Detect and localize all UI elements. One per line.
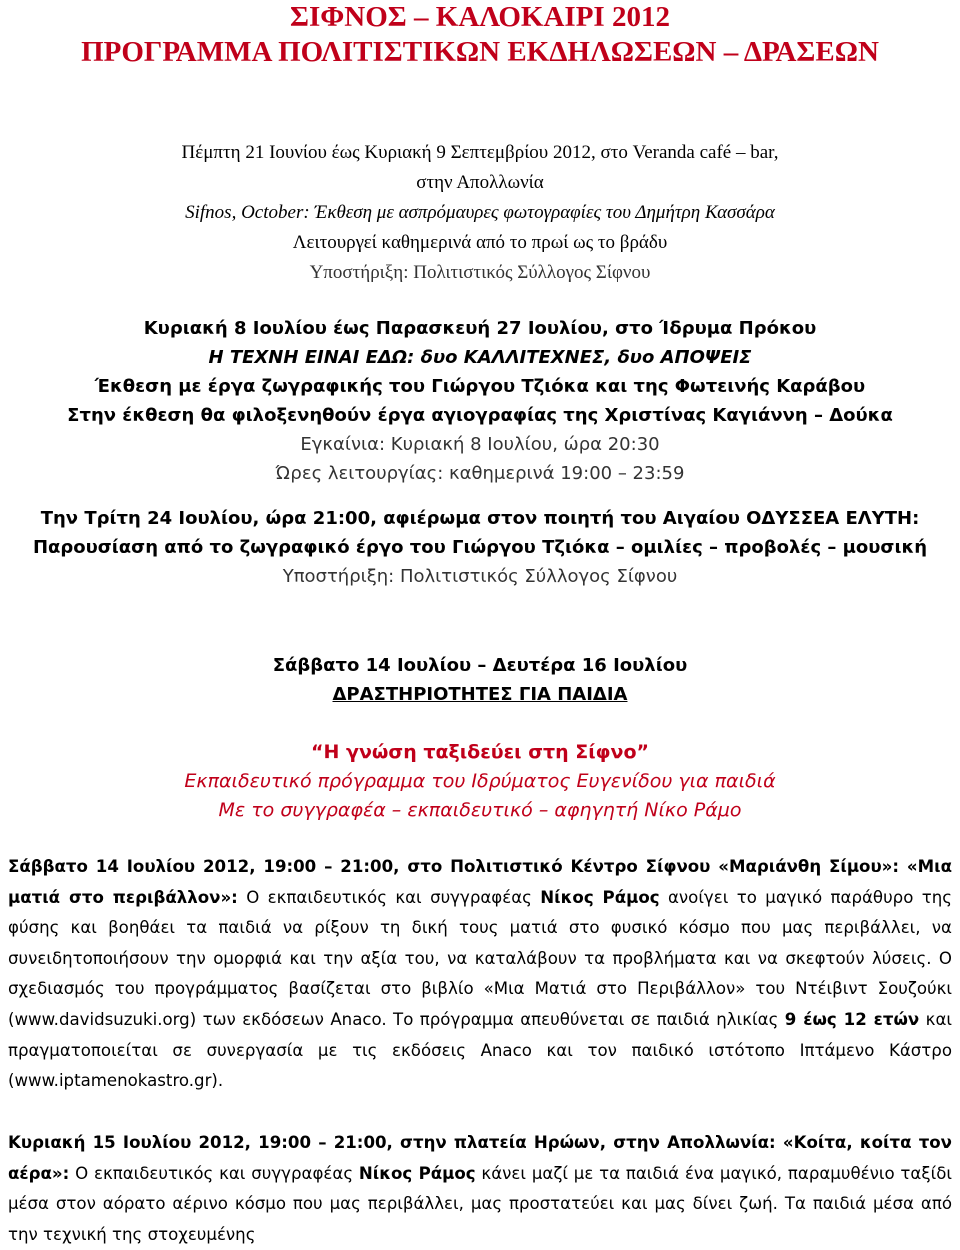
event-hours: Λειτουργεί καθημερινά από το πρωί ως το βράδυ: [292, 232, 668, 253]
age-range: 9 έως 12 ετών: [784, 1009, 920, 1029]
author-name: Νίκος Ράμος: [540, 887, 660, 907]
event-opening: Εγκαίνια: Κυριακή 8 Ιουλίου, ώρα 20:30: [300, 434, 660, 455]
event-place: στην Απολλωνία: [416, 172, 544, 193]
program-author: Με το συγγραφέα – εκπαιδευτικό – αφηγητή Νίκο Ράμο: [218, 799, 742, 821]
paragraph-intro: Κυριακή 15 Ιουλίου 2012, 19:00 – 21:00, στην πλατεία Ηρώων, στην Απολλωνία: «Κοίτα, κοίτα τον αέρα»:: [8, 1133, 952, 1183]
title-line-2: ΠΡΟΓΡΑΜΜΑ ΠΟΛΙΤΙΣΤΙΚΩΝ ΕΚΔΗΛΩΣΕΩΝ – ΔΡΑΣΕΩΝ: [81, 36, 879, 68]
kids-header: [0, 651, 960, 709]
paragraph-intro: Σάββατο 14 Ιουλίου 2012, 19:00 – 21:00, στο Πολιτιστικό Κέντρο Σίφνου «Μαριάνθη Σίμου»: «Μια ματιά στο περιβάλλον»:: [8, 857, 952, 907]
event-exhibit: Έκθεση με έργα ζωγραφικής του Γιώργου Τζιόκα και της Φωτεινής Καράβου: [94, 376, 866, 397]
paragraph-text: ανοίγει το μαγικό παράθυρο της φύσης και βοηθάει τα παιδιά να ρίξουν τη δική τους ματιά στο φυσικό κόσμο που μας περιβάλλει, να συνειδητοποιήσουν την ομορφιά και την αξία του, να καταλάβουν τα προβλήματα και να σκεφτούν λύσεις. Ο σχεδιασμός του προγράμματος βασίζεται στο βιβλίο «Μια Ματιά στο Περιβάλλον» του Ντέιβιντ Σουζούκι (www.davidsuzuki.org) των εκδόσεων Anaco. Το πρόγραμμα απευθύνεται σε παιδιά ηλικίας: [8, 887, 952, 1029]
kids-dates: Σάββατο 14 Ιουλίου – Δευτέρα 16 Ιουλίου: [272, 655, 688, 676]
event-guest: Στην έκθεση θα φιλοξενηθούν έργα αγιογραφίας της Χριστίνας Καγιάννη – Δούκα: [67, 405, 893, 426]
paragraph-text: Ο εκπαιδευτικός και συγγραφέας: [69, 1163, 359, 1183]
event-paragraph-1: [8, 852, 952, 1097]
program-title: “Η γνώση ταξιδεύει στη Σίφνο”: [311, 741, 649, 763]
event-hours: Ώρες λειτουργίας: καθημερινά 19:00 – 23:59: [275, 463, 685, 484]
event-veranda: [0, 138, 960, 288]
event-prokou: [0, 314, 960, 488]
paragraph-text: και πραγματοποιείται σε συνεργασία με τις εκδόσεις Anaco και τον παιδικό ιστότοπο Ιπτάμενο Κάστρο (www.iptamenokastro.gr).: [8, 1009, 952, 1091]
event-line-2: Παρουσίαση από το ζωγραφικό έργο του Γιώργου Τζιόκα – ομιλίες – προβολές – μουσική: [32, 537, 928, 558]
event-title: Η ΤΕΧΝΗ ΕΙΝΑΙ ΕΔΩ: δυο ΚΑΛΛΙΤΕΧΝΕΣ, δυο ΑΠΟΨΕΙΣ: [208, 347, 752, 368]
event-paragraph-2: [8, 1128, 952, 1250]
kids-program: [0, 738, 960, 825]
paragraph-text: κάνει μαζί με τα παιδιά ένα μαγικό, παραμυθένιο ταξίδι μέσα στον αόρατο αέρινο κόσμο που μας περιβάλλει, μας προστατεύει και μας δίνει ζωή. Τα παιδιά μέσα από την τεχνική της στοχευμένης: [8, 1163, 952, 1244]
program-subtitle: Εκπαιδευτικό πρόγραμμα του Ιδρύματος Ευγενίδου για παιδιά: [184, 770, 776, 792]
title-line-1: ΣΙΦΝΟΣ – ΚΑΛΟΚΑΙΡΙ 2012: [290, 1, 670, 33]
event-date: Κυριακή 8 Ιουλίου έως Παρασκευή 27 Ιουλίου, στο Ίδρυμα Πρόκου: [143, 318, 817, 339]
event-line-1: Την Τρίτη 24 Ιουλίου, ώρα 21:00, αφιέρωμα στον ποιητή του Αιγαίου ΟΔΥΣΣΕΑ ΕΛΥΤΗ:: [40, 508, 920, 529]
event-exhibit: Sifnos, October: Έκθεση με ασπρόμαυρες φωτογραφίες του Δημήτρη Κασσάρα: [185, 202, 775, 223]
event-support: Υποστήριξη: Πολιτιστικός Σύλλογος Σίφνου: [309, 262, 651, 283]
event-support: Υποστήριξη: Πολιτιστικός Σύλλογος Σίφνου: [282, 566, 678, 587]
author-name: Νίκος Ράμος: [358, 1163, 476, 1183]
event-elytis: [0, 504, 960, 591]
event-date: Πέμπτη 21 Ιουνίου έως Κυριακή 9 Σεπτεμβρίου 2012, στο Veranda café – bar,: [181, 142, 779, 163]
kids-heading: ΔΡΑΣΤΗΡΙΟΤΗΤΕΣ ΓΙΑ ΠΑΙΔΙΑ: [332, 684, 628, 705]
paragraph-text: Ο εκπαιδευτικός και συγγραφέας: [237, 887, 541, 907]
